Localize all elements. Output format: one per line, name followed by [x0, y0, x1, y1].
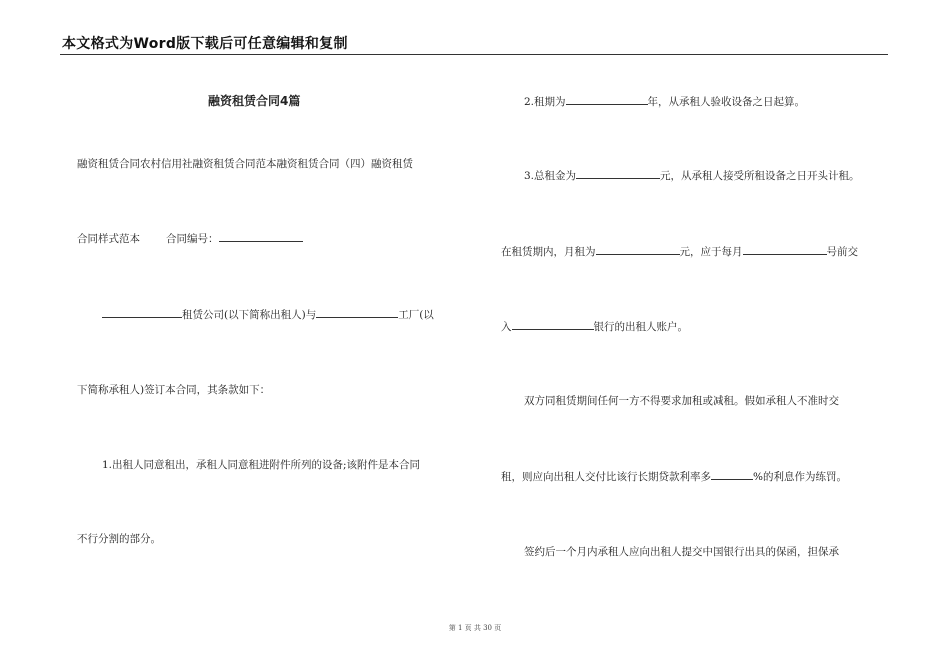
- document-title: 融资租赁合同4篇: [208, 94, 301, 108]
- right-paragraph-line-2: [524, 168, 860, 183]
- total-rent-label: 3.总租金为: [524, 170, 577, 182]
- left-paragraph-line-1: 融资租赁合同农村信用社融资租赁合同范本融资租赁合同（四）融资租赁: [77, 158, 413, 170]
- right-paragraph-line-1: [524, 94, 805, 109]
- monthly-rent-text: 元，应于每月: [679, 246, 743, 258]
- right-paragraph-line-6: [501, 469, 847, 484]
- right-paragraph-line-3: [501, 244, 858, 259]
- left-paragraph-line-6: 不行分割的部分。: [77, 533, 161, 545]
- total-rent-blank: [576, 169, 660, 179]
- left-paragraph-line-3: [102, 307, 434, 322]
- deposit-label: 入: [501, 321, 512, 333]
- right-paragraph-line-4: [501, 319, 688, 334]
- lease-term-text: 年，从承租人验收设备之日起算。: [647, 96, 806, 108]
- penalty-label: 租，则应向出租人交付比该行长期贷款利率多: [501, 471, 711, 483]
- left-paragraph-line-2: [77, 231, 303, 246]
- contract-number-blank: [219, 232, 303, 242]
- penalty-text: %的利息作为练罚。: [753, 471, 847, 483]
- lessor-blank: [102, 308, 182, 318]
- total-rent-text: 元，从承租人接受所租设备之日开头计租。: [660, 170, 860, 182]
- due-day-text: 号前交: [826, 246, 858, 258]
- interest-blank: [711, 470, 753, 480]
- factory-text: 工厂(以: [398, 309, 434, 321]
- monthly-rent-blank: [596, 245, 680, 255]
- right-paragraph-line-7: 签约后一个月内承租人应向出租人提交中国银行出具的保函，担保承: [524, 546, 839, 558]
- lessor-text: 租赁公司(以下简称出租人)与: [182, 309, 317, 321]
- bank-blank: [512, 320, 594, 330]
- due-day-blank: [743, 245, 827, 255]
- factory-blank: [316, 308, 398, 318]
- left-paragraph-line-4: 下简称承租人)签订本合同，其条款如下：: [77, 384, 271, 396]
- lease-term-label: 2.租期为: [524, 96, 566, 108]
- bank-text: 银行的出租人账户。: [593, 321, 688, 333]
- contract-sample-label: 合同样式范本: [77, 233, 140, 245]
- right-paragraph-line-5: 双方同租赁期间任何一方不得要求加租或减租。假如承租人不准时交: [524, 395, 839, 407]
- contract-number-label: 合同编号：: [166, 233, 219, 245]
- lease-term-blank: [566, 95, 648, 105]
- page-number-footer: 第 1 页 共 30 页: [448, 624, 502, 632]
- monthly-rent-label: 在租赁期内，月租为: [501, 246, 596, 258]
- left-paragraph-line-5: 1.出租人同意租出，承租人同意租进附件所列的设备;该附件是本合同: [102, 459, 421, 471]
- page-header-title: 本文格式为Word版下载后可任意编辑和复制: [62, 36, 348, 52]
- header-divider: [60, 54, 888, 55]
